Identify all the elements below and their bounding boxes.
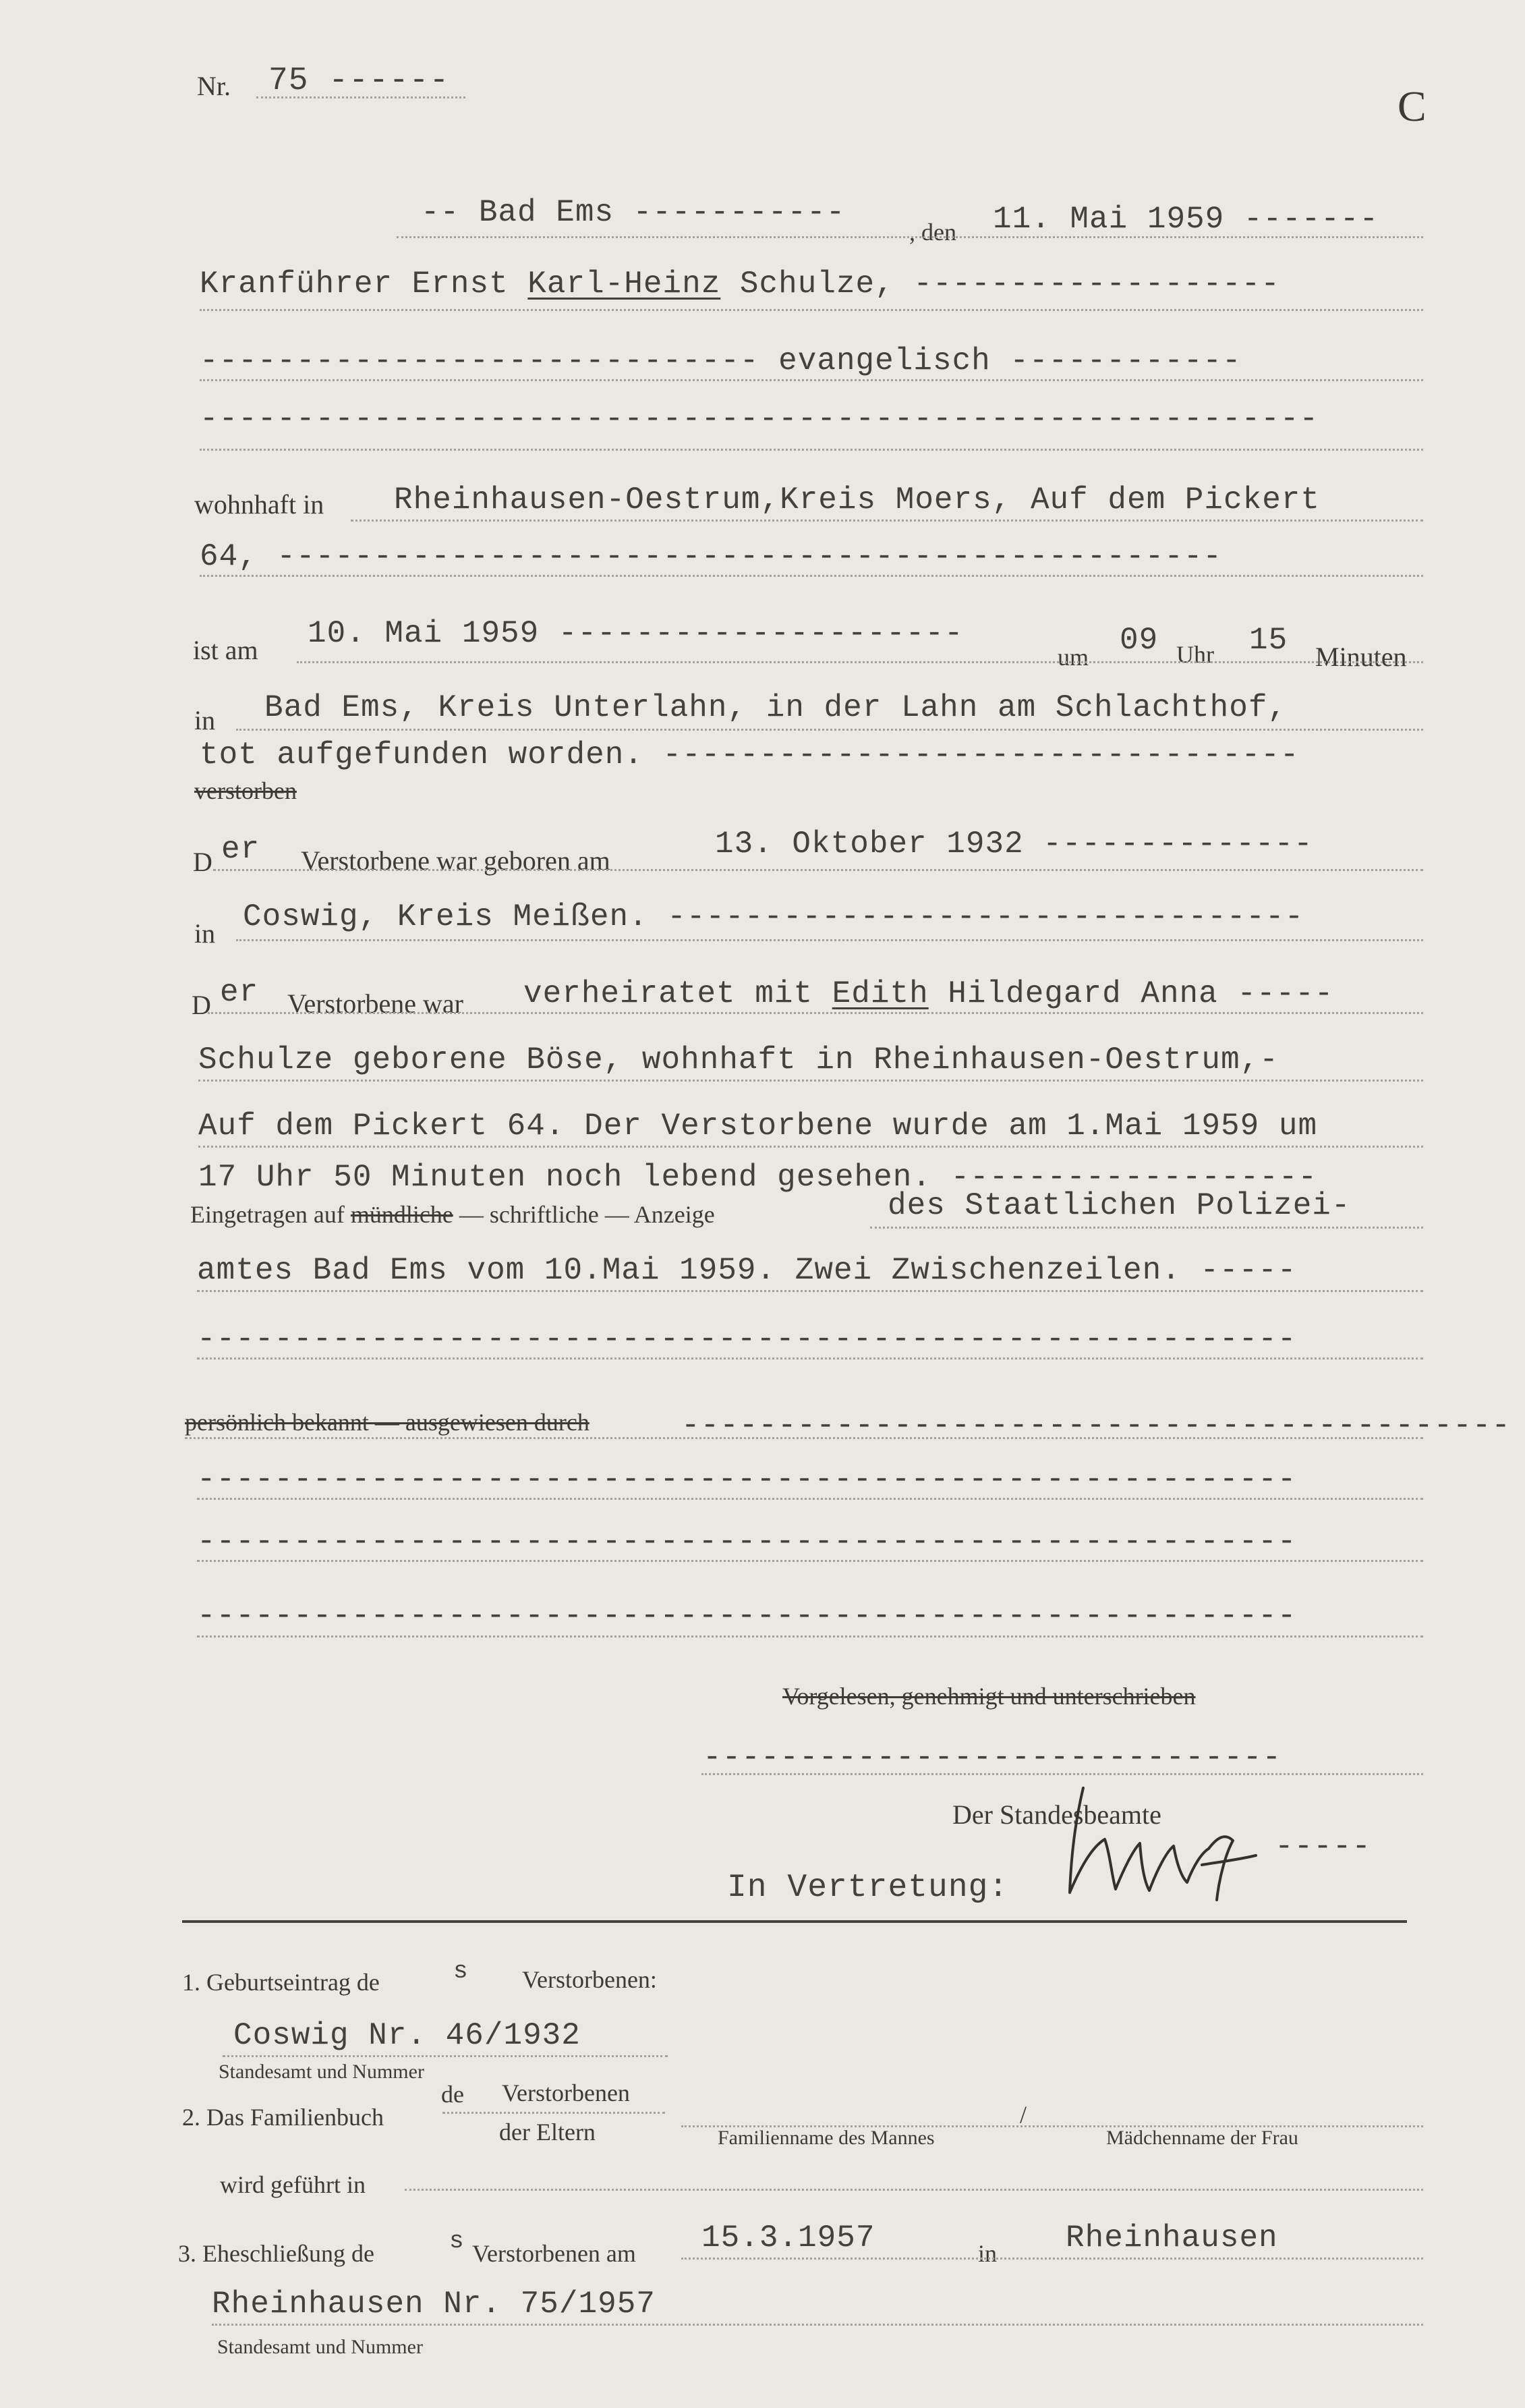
residence-address: Rheinhausen-Oestrum,Kreis Moers, Auf dem Pickert: [394, 482, 1321, 517]
dotted-line: [200, 575, 1423, 577]
death-minute: 15: [1249, 623, 1288, 658]
dotted-line: [397, 236, 1423, 238]
den-label: , den: [909, 219, 956, 246]
nr-label: Nr.: [197, 71, 231, 101]
spouse-line-2: Schulze geborene Böse, wohnhaft in Rheinhausen-Oestrum,-: [198, 1042, 1279, 1077]
death-date: 10. Mai 1959 ---------------------: [308, 616, 964, 651]
place-of-record: -- Bad Ems -----------: [421, 195, 846, 230]
marriage-entry-label: 3. Eheschließung de: [178, 2240, 374, 2267]
spouse-line-4: 17 Uhr 50 Minuten noch lebend gesehen. -------------------: [198, 1160, 1318, 1195]
death-circumstance: tot aufgefunden worden. ---------------------------------: [200, 737, 1300, 773]
familienbuch-de: de: [441, 2081, 464, 2108]
dotted-line: [223, 2055, 668, 2057]
form-letter: C: [1398, 82, 1427, 130]
birth-entry-verstorbenen: Verstorbenen:: [522, 1966, 657, 1993]
dotted-line: [236, 939, 1423, 941]
registration-dash-line: ---------------------------------------------------------: [197, 1322, 1297, 1357]
um-label: um: [1058, 644, 1089, 671]
marriage-entry-s: s: [449, 2227, 465, 2255]
death-place: Bad Ems, Kreis Unterlahn, in der Lahn am Schlachthof,: [264, 690, 1288, 725]
dotted-line: [197, 1498, 1423, 1500]
registration-source-cont: amtes Bad Ems vom 10.Mai 1959. Zwei Zwischenzeilen. -----: [197, 1253, 1297, 1288]
standesamt-label: Standesamt und Nummer: [219, 2061, 424, 2083]
dotted-line: [212, 2324, 1423, 2326]
dotted-line: [200, 309, 1423, 311]
birth-entry-s: s: [453, 1957, 469, 1985]
wohnhaft-label: wohnhaft in: [194, 489, 324, 520]
deceased-name: Kranführer Ernst Karl-Heinz Schulze, -------------------: [200, 267, 1280, 302]
vorgelesen-struck: Vorgelesen, genehmigt und unterschrieben: [782, 1683, 1196, 1710]
dotted-line: [297, 661, 1423, 663]
birth-label: Verstorbene war geboren am: [301, 845, 610, 876]
spouse-line-3: Auf dem Pickert 64. Der Verstorbene wurde am 1.Mai 1959 um: [198, 1109, 1318, 1144]
familienbuch-label: 2. Das Familienbuch: [182, 2104, 384, 2131]
maedchenname-label: Mädchenname der Frau: [1106, 2127, 1298, 2149]
birth-entry-label: 1. Geburtseintrag de: [182, 1969, 380, 1996]
dotted-line: [198, 1080, 1423, 1082]
section-divider: [182, 1920, 1407, 1923]
record-date: 11. Mai 1959 -------: [993, 202, 1379, 237]
dotted-line: [681, 2258, 1423, 2260]
residence-address-cont: 64, -------------------------------------------------: [200, 539, 1223, 574]
dotted-line: [197, 1290, 1423, 1292]
spouse-line-1: verheiratet mit Edith Hildegard Anna -----: [523, 976, 1334, 1011]
birth-place: Coswig, Kreis Meißen. ---------------------------------: [243, 899, 1304, 934]
dash-line: ---------------------------------------------------------: [197, 1462, 1297, 1497]
birth-in-label: in: [194, 918, 216, 949]
name-separator: /: [1020, 2101, 1027, 2128]
registration-source: des Staatlichen Polizei-: [888, 1188, 1351, 1223]
handwritten-signature: [1049, 1774, 1279, 1909]
dotted-line: [200, 449, 1423, 451]
dotted-line: [870, 1227, 1423, 1229]
familienbuch-verstorbenen: Verstorbenen: [502, 2079, 630, 2106]
uhr-label: Uhr: [1176, 641, 1214, 668]
familienname-label: Familienname des Mannes: [718, 2127, 935, 2149]
birth-der-d: D: [193, 847, 212, 877]
nr-dotted-line: [256, 96, 465, 99]
birth-entry-value: Coswig Nr. 46/1932: [233, 2018, 581, 2053]
dotted-line: [351, 520, 1423, 522]
marriage-label: Verstorbene war: [287, 988, 463, 1019]
marriage-date: 15.3.1957: [701, 2220, 875, 2256]
marriage-entry-value: Rheinhausen Nr. 75/1957: [212, 2287, 656, 2322]
persoenlich-dashes: -------------------------------------------: [681, 1408, 1511, 1443]
entry-number: 75 ------: [268, 63, 450, 99]
marriage-entry-verstorbenen: Verstorbenen am: [472, 2240, 636, 2267]
gefuehrt-label: wird geführt in: [220, 2171, 366, 2198]
persoenlich-struck: persönlich bekannt — ausgewiesen durch: [185, 1409, 589, 1436]
dash-line: ---------------------------------------------------------: [197, 1524, 1297, 1559]
death-hour: 09: [1120, 623, 1159, 658]
eingetragen-label: Eingetragen auf mündliche — schriftliche — Anzeige: [190, 1201, 715, 1228]
dotted-line: [197, 1560, 1423, 1562]
blank-dash-line: ----------------------------------------------------------: [200, 401, 1319, 437]
dotted-line: [197, 1357, 1423, 1360]
dotted-line: [213, 869, 1423, 871]
standesbeamte-label: Der Standesbeamte: [952, 1799, 1161, 1830]
dotted-line: [200, 379, 1423, 381]
dotted-line: [208, 1012, 1423, 1014]
birth-der-suffix: er: [221, 832, 260, 867]
familienbuch-eltern: der Eltern: [499, 2119, 596, 2146]
marriage-place: Rheinhausen: [1066, 2220, 1278, 2256]
in-vertretung: In Vertretung:: [727, 1870, 1009, 1906]
dotted-line: [405, 2189, 1423, 2191]
dotted-line: [185, 1437, 1423, 1439]
dotted-line: [198, 1146, 1423, 1148]
signature-right-dashes: -----: [1275, 1829, 1372, 1864]
ist-am-label: ist am: [193, 635, 258, 665]
standesamt-label: Standesamt und Nummer: [217, 2336, 423, 2358]
dash-line: ---------------------------------------------------------: [197, 1598, 1297, 1633]
minuten-label: Minuten: [1315, 642, 1407, 672]
marriage-in-label: in: [978, 2240, 998, 2267]
birth-date: 13. Oktober 1932 --------------: [715, 827, 1313, 862]
marriage-der-suffix: er: [220, 975, 259, 1010]
signature-dashes: ------------------------------: [703, 1740, 1282, 1775]
dotted-line: [236, 729, 1423, 731]
death-in-label: in: [194, 705, 216, 735]
religion: ----------------------------- evangelisch ------------: [200, 343, 1242, 379]
marriage-der-d: D: [192, 990, 211, 1020]
dotted-line: [442, 2112, 665, 2114]
verstorben-struck: verstorben: [194, 777, 297, 804]
dotted-line: [197, 1635, 1423, 1637]
